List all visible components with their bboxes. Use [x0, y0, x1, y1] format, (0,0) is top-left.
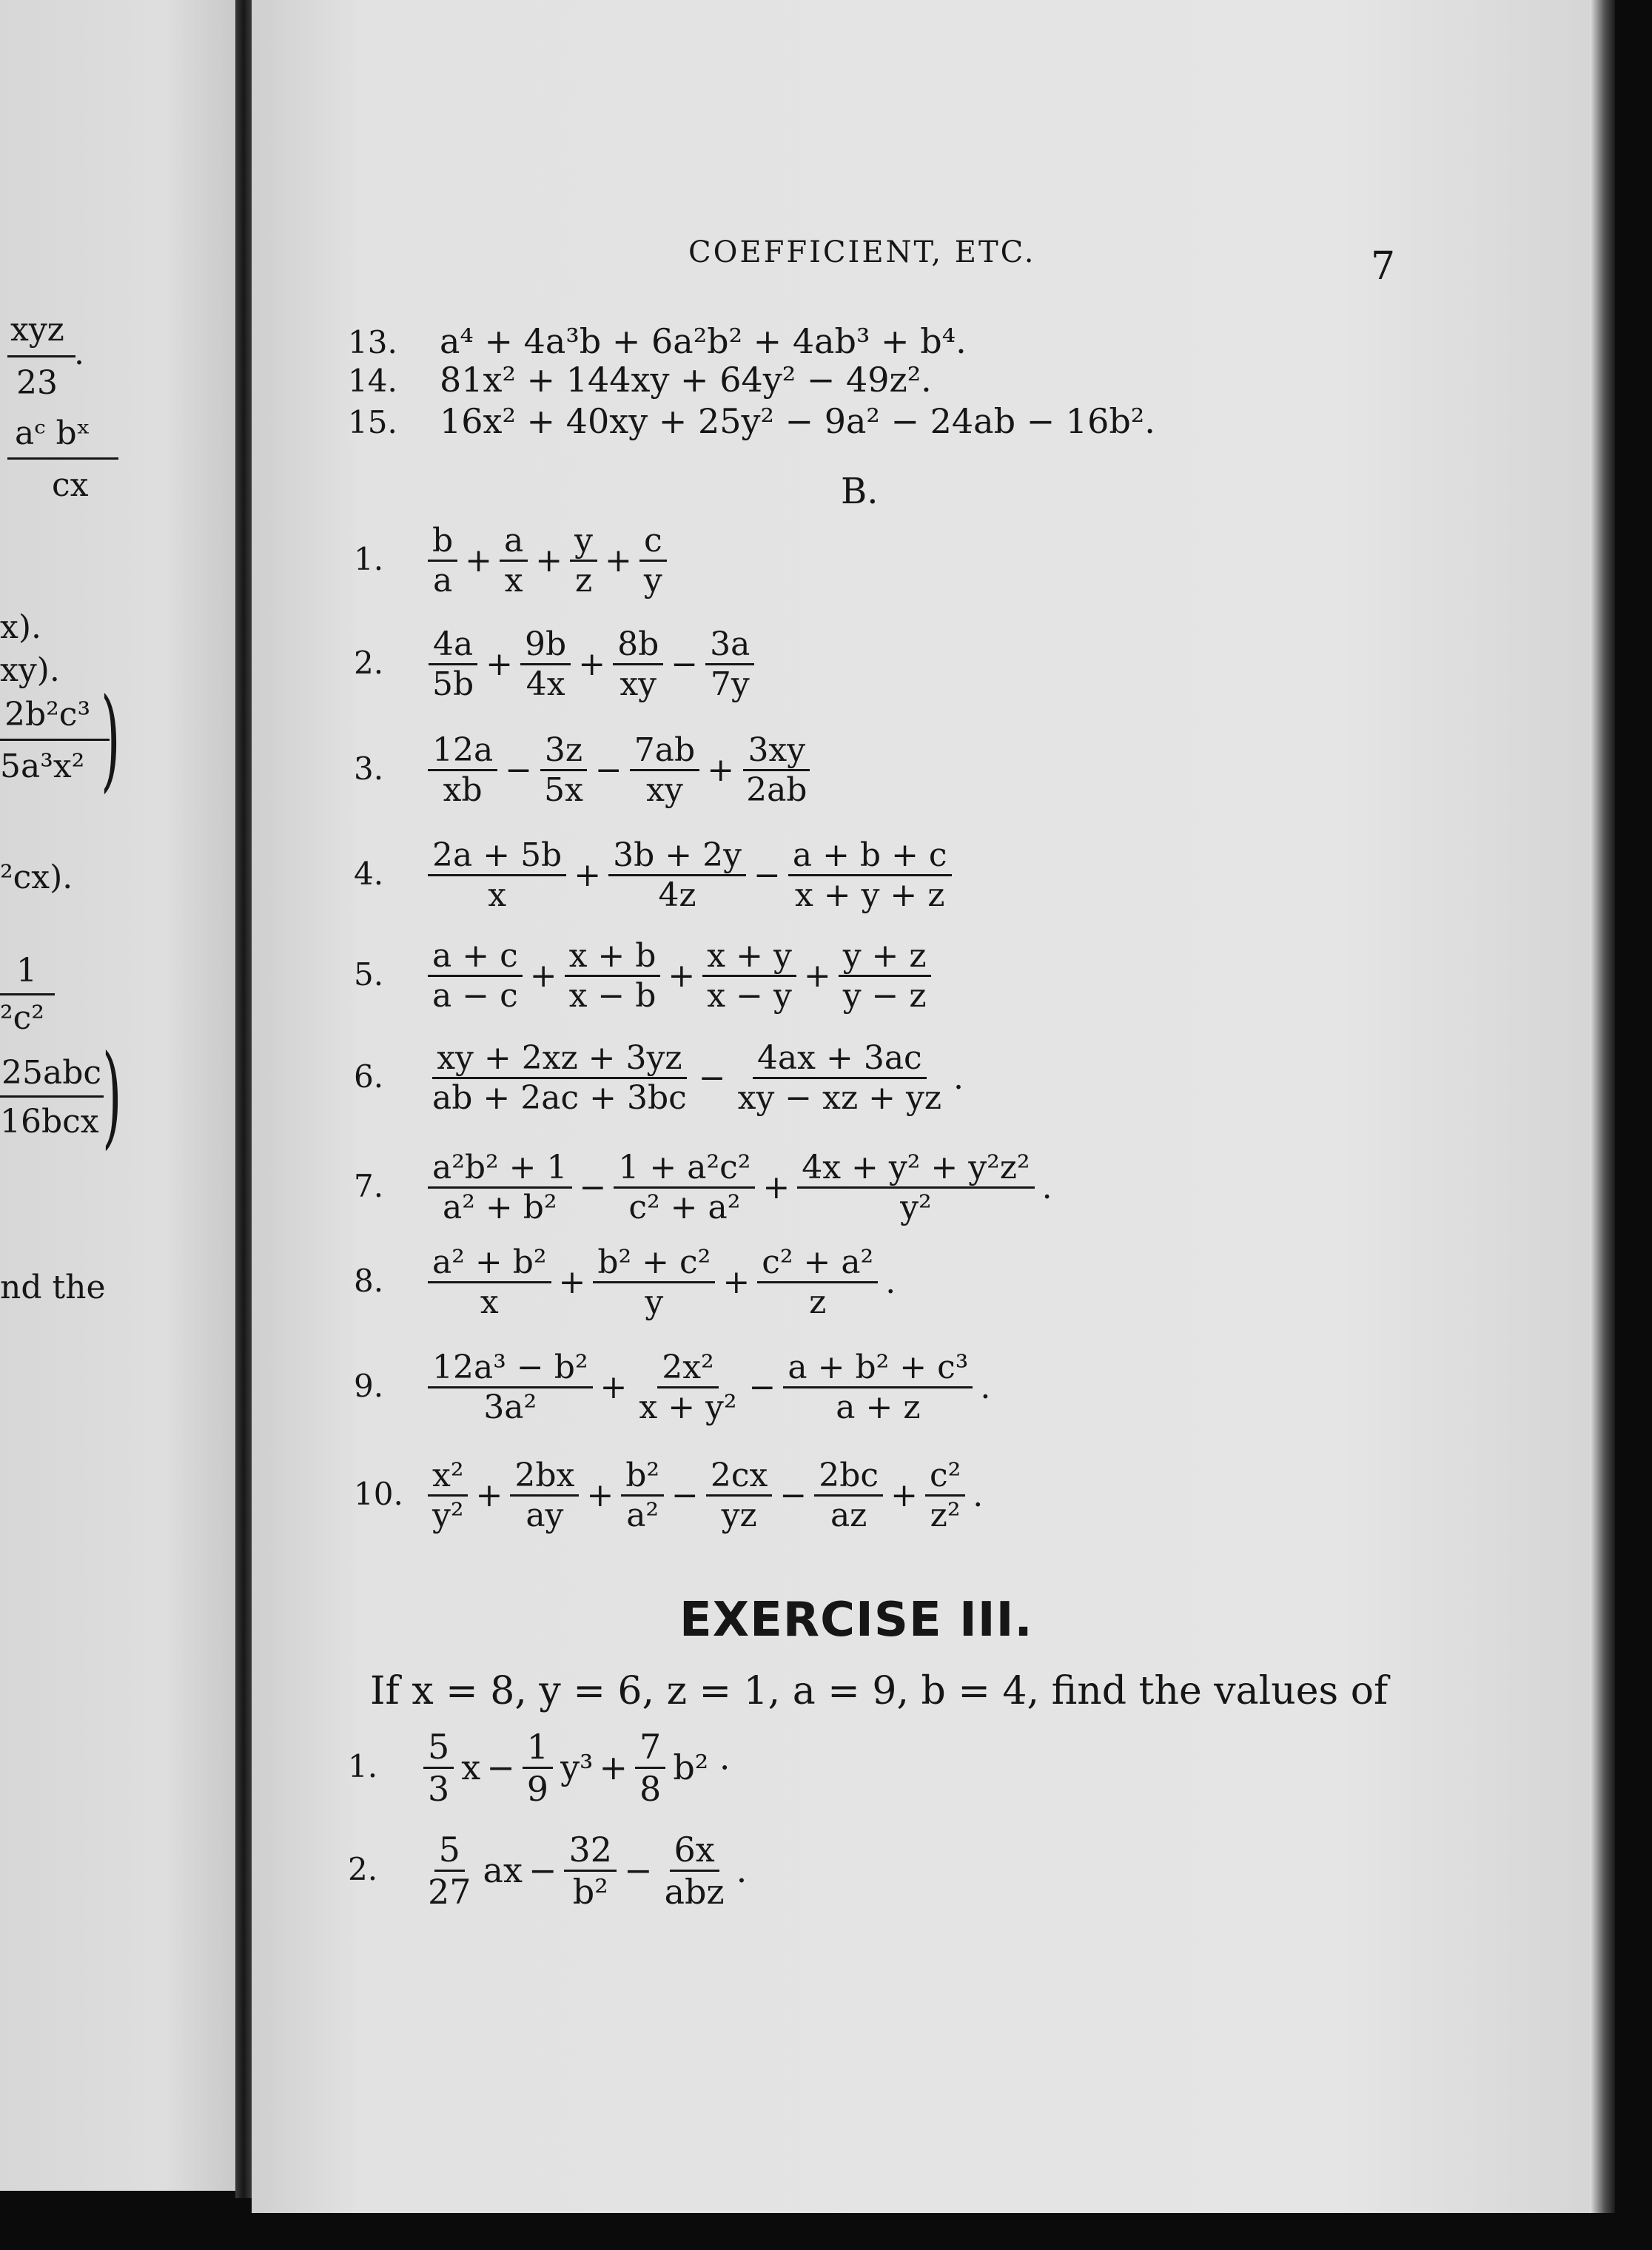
numerator: 3z [540, 731, 587, 771]
denominator: a² [626, 1496, 659, 1534]
denominator: a − c [432, 976, 518, 1015]
denominator: 27 [428, 1871, 471, 1912]
lp-frac5-num: 25abc [1, 1054, 102, 1092]
denominator: xy [646, 770, 683, 809]
denominator: y [643, 561, 662, 600]
numerator: 9b [520, 625, 571, 665]
denominator: x [504, 561, 523, 600]
fraction [565, 937, 661, 1015]
operator: + [762, 1168, 790, 1206]
denominator: 9 [526, 1768, 549, 1809]
numerator: b [428, 522, 457, 562]
numerator: 3a [705, 625, 754, 665]
denominator: 4x [526, 665, 565, 703]
numerator: 1 [523, 1727, 553, 1769]
operator: + [475, 1476, 503, 1514]
lp-frac4-num: 1 [16, 952, 37, 990]
denominator: 7y [710, 665, 750, 703]
numerator: 4x + y² + y²z² [797, 1149, 1034, 1189]
fraction [925, 1457, 965, 1534]
term: . [973, 1476, 984, 1514]
operator: + [605, 541, 632, 580]
denominator: y² [432, 1496, 464, 1534]
fraction [523, 1727, 553, 1809]
item-number: 1. [348, 1748, 378, 1784]
numerator: x + y [702, 937, 796, 977]
lp-frac2-bar [7, 457, 118, 460]
operator: + [558, 1263, 586, 1301]
numerator: 32 [564, 1830, 617, 1872]
left-page-edge [0, 0, 235, 2191]
numerator: 4a [429, 625, 477, 665]
numerator: xy + 2xz + 3yz [432, 1039, 686, 1079]
exercise-title: EXERCISE III. [679, 1593, 1033, 1648]
denominator: y − z [842, 976, 927, 1015]
item-number: 4. [354, 856, 384, 892]
numerator: a²b² + 1 [428, 1149, 572, 1189]
fraction [570, 522, 597, 600]
fraction [630, 731, 699, 809]
denominator: xb [443, 770, 483, 809]
operator: + [529, 956, 557, 995]
fraction [510, 1457, 579, 1534]
item-number: 14. [348, 363, 397, 399]
denominator: a [432, 561, 453, 600]
lp-frac2-num: aᶜ bˣ [15, 414, 91, 452]
lp-line2: xy). [0, 651, 60, 689]
fraction [520, 625, 571, 703]
numerator: a² + b² [428, 1243, 551, 1283]
denominator: z² [930, 1496, 961, 1534]
item-number: 1. [354, 541, 384, 577]
denominator: yz [721, 1496, 757, 1534]
numerator: x² [428, 1457, 468, 1497]
fraction [635, 1727, 665, 1809]
fraction [428, 625, 478, 703]
lp-line4: nd the [0, 1269, 106, 1306]
lp-frac4-den: ²c² [0, 999, 44, 1037]
operator: − [748, 1368, 776, 1406]
lp-frac1-den: 23 [16, 364, 58, 402]
operator: − [528, 1850, 557, 1890]
fraction [783, 1349, 973, 1426]
expression-line [423, 1238, 899, 1326]
section-b-label: B. [841, 471, 879, 512]
numerator: 7ab [630, 731, 699, 771]
denominator: 4z [658, 876, 696, 914]
numerator: a [500, 522, 528, 562]
numerator: 6x [670, 1830, 719, 1872]
term: x [461, 1747, 481, 1787]
operator: − [624, 1850, 653, 1890]
item-number: 9. [354, 1368, 384, 1404]
numerator: 7 [635, 1727, 665, 1769]
item-number: 10. [354, 1476, 403, 1512]
book-gutter [235, 0, 252, 2198]
operator: + [599, 1747, 628, 1787]
numerator: y [570, 522, 597, 562]
denominator: ab + 2ac + 3bc [432, 1078, 687, 1117]
expression-line [419, 1826, 750, 1915]
fraction [733, 1039, 946, 1117]
denominator: xy [620, 665, 657, 703]
fraction [428, 1243, 551, 1321]
expression-line [423, 619, 759, 708]
fraction [428, 1349, 593, 1426]
denominator: z [574, 561, 593, 600]
item-number: 13. [348, 324, 397, 360]
denominator: 3a² [483, 1388, 537, 1426]
operator: + [578, 645, 606, 683]
lp-frac3-num: 2b²c³ [4, 696, 91, 733]
operator: + [465, 541, 493, 580]
operator: + [600, 1368, 628, 1406]
operator: − [486, 1747, 515, 1787]
operator: − [579, 1168, 607, 1206]
fraction [814, 1457, 883, 1534]
page-number: 7 [1371, 244, 1396, 289]
denominator: x − b [568, 976, 657, 1015]
fraction [797, 1149, 1034, 1226]
lp-frac1-tail: . [74, 335, 84, 372]
operator: − [671, 1476, 699, 1514]
expression-line [423, 1343, 993, 1431]
fraction [614, 1149, 755, 1226]
term: y³ [560, 1747, 594, 1787]
numerator: a + c [428, 937, 523, 977]
fraction [706, 1457, 772, 1534]
term: . [885, 1263, 896, 1301]
operator: + [586, 1476, 614, 1514]
numerator: b² + c² [593, 1243, 715, 1283]
fraction [564, 1830, 617, 1912]
expression: a⁴ + 4a³b + 6a²b² + 4ab³ + b⁴. [440, 321, 967, 361]
lp-frac5-bar [0, 1095, 104, 1098]
item-number: 3. [354, 750, 384, 787]
numerator: c² [925, 1457, 965, 1497]
numerator: 3b + 2y [608, 836, 746, 876]
numerator: c [639, 522, 667, 562]
item-number: 5. [354, 956, 384, 993]
fraction [428, 836, 566, 914]
item-number: 15. [348, 404, 397, 440]
lp-line3: ²cx). [0, 859, 73, 896]
operator: − [671, 645, 699, 683]
expression-line [423, 516, 671, 605]
fraction [540, 731, 588, 809]
term: . [953, 1058, 964, 1097]
denominator: x − y [707, 976, 792, 1015]
lp-frac5-den: 16bcx [0, 1103, 99, 1141]
fraction [702, 937, 796, 1015]
denominator: x + y + z [794, 876, 945, 914]
denominator: 8 [639, 1768, 662, 1809]
fraction [639, 522, 667, 600]
term: . [736, 1850, 748, 1890]
fraction [634, 1349, 741, 1426]
numerator: 12a [428, 731, 497, 771]
expression-line [423, 1033, 967, 1122]
numerator: b² [621, 1457, 664, 1497]
operator: − [505, 750, 533, 789]
denominator: 5x [544, 770, 583, 809]
denominator: ay [526, 1496, 564, 1534]
numerator: 4ax + 3ac [753, 1039, 927, 1079]
fraction [428, 937, 523, 1015]
numerator: 1 + a²c² [614, 1149, 755, 1189]
denominator: 2ab [746, 770, 807, 809]
denominator: abz [664, 1871, 725, 1912]
operator: − [779, 1476, 807, 1514]
operator: − [698, 1058, 726, 1097]
expression-line [419, 1723, 733, 1812]
item-number: 6. [354, 1058, 384, 1095]
expression: 16x² + 40xy + 25y² − 9a² − 24ab − 16b². [440, 401, 1155, 441]
denominator: x [480, 1283, 499, 1321]
operator: + [890, 1476, 918, 1514]
fraction [428, 1149, 572, 1226]
fraction [608, 836, 746, 914]
expression-line [423, 830, 956, 919]
denominator: y² [900, 1188, 932, 1226]
fraction [428, 1457, 469, 1534]
term: ax [483, 1850, 523, 1890]
fraction [742, 731, 811, 809]
denominator: 5b [432, 665, 474, 703]
fraction [660, 1830, 729, 1912]
operator: + [707, 750, 735, 789]
numerator: x + b [565, 937, 661, 977]
fraction [428, 731, 497, 809]
term: . [980, 1368, 991, 1406]
operator: + [574, 856, 602, 894]
denominator: z [809, 1283, 827, 1321]
numerator: 2cx [706, 1457, 772, 1497]
denominator: az [830, 1496, 867, 1534]
item-number: 7. [354, 1168, 384, 1204]
operator: + [722, 1263, 751, 1301]
fraction [500, 522, 528, 600]
numerator: 8b [613, 625, 663, 665]
exercise-intro: If x = 8, y = 6, z = 1, a = 9, b = 4, find the values of [370, 1669, 1389, 1713]
numerator: 2bc [814, 1457, 883, 1497]
item-number: 8. [354, 1263, 384, 1299]
item-number: 2. [354, 645, 384, 681]
operator: + [803, 956, 831, 995]
numerator: 2x² [657, 1349, 718, 1388]
fraction [428, 1039, 691, 1117]
fraction [757, 1243, 878, 1321]
denominator: c² + a² [628, 1188, 741, 1226]
numerator: y + z [839, 937, 931, 977]
numerator: a + b² + c³ [783, 1349, 973, 1388]
fraction [593, 1243, 715, 1321]
operator: − [753, 856, 781, 894]
denominator: x + y² [639, 1388, 737, 1426]
operator: + [535, 541, 563, 580]
item-number: 2. [348, 1851, 378, 1887]
fraction [705, 625, 754, 703]
numerator: 5 [423, 1727, 454, 1769]
numerator: c² + a² [757, 1243, 878, 1283]
denominator: b² [572, 1871, 608, 1912]
fraction [428, 522, 457, 600]
lp-frac1-num: xyz [10, 311, 64, 349]
lp-paren1: ) [101, 675, 121, 804]
fraction [613, 625, 663, 703]
fraction [423, 1727, 454, 1809]
lp-frac1-bar [7, 355, 75, 357]
expression: 81x² + 144xy + 64y² − 49z². [440, 360, 932, 400]
lp-paren2: ) [102, 1032, 122, 1161]
denominator: xy − xz + yz [737, 1078, 942, 1117]
fraction [621, 1457, 664, 1534]
denominator: 3 [428, 1768, 450, 1809]
numerator: 5 [434, 1830, 465, 1872]
numerator: 12a³ − b² [428, 1349, 593, 1388]
lp-frac3-bar [0, 739, 110, 741]
numerator: 3xy [743, 731, 810, 771]
fraction [839, 937, 931, 1015]
operator: + [668, 956, 696, 995]
lp-frac4-bar [0, 993, 55, 995]
expression-line [423, 1143, 1055, 1232]
expression-line [423, 931, 936, 1020]
expression-line [423, 1451, 986, 1539]
operator: − [594, 750, 622, 789]
lp-frac2-den: cx [52, 466, 89, 504]
running-title: COEFFICIENT, ETC. [688, 235, 1036, 269]
denominator: a² + b² [443, 1188, 557, 1226]
denominator: y [645, 1283, 664, 1321]
denominator: x [488, 876, 507, 914]
term: b² · [673, 1747, 731, 1787]
denominator: a + z [836, 1388, 921, 1426]
term: . [1041, 1168, 1052, 1206]
numerator: a + b + c [788, 836, 952, 876]
numerator: 2a + 5b [428, 836, 566, 876]
lp-frac3-den: 5a³x² [0, 748, 85, 785]
operator: + [486, 645, 514, 683]
numerator: 2bx [510, 1457, 579, 1497]
fraction [423, 1830, 476, 1912]
expression-line [423, 725, 816, 814]
lp-line1: x). [0, 608, 41, 646]
fraction [788, 836, 952, 914]
